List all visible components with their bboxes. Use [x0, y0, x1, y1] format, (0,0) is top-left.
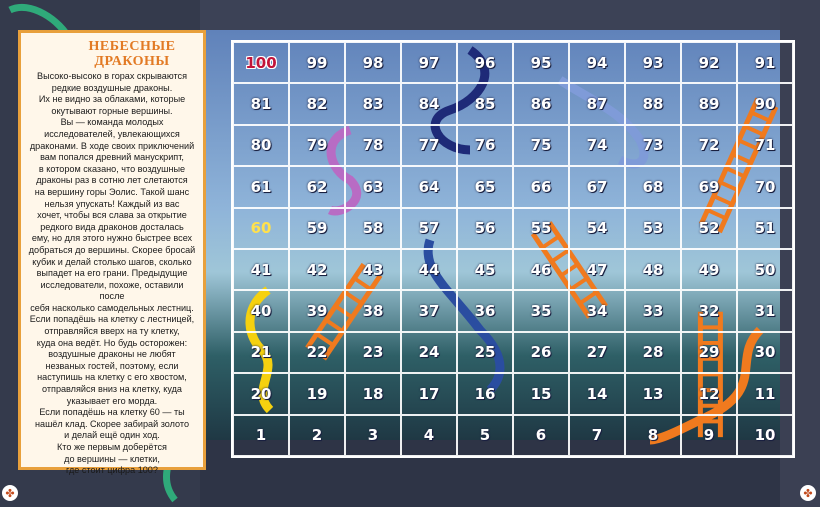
cell-number: 99 [306, 53, 328, 72]
cell-number: 67 [586, 177, 608, 196]
cell-number: 35 [530, 302, 552, 321]
board-cell-13[interactable] [625, 373, 681, 414]
board-cell-18[interactable] [345, 373, 401, 414]
board-cell-34[interactable] [569, 290, 625, 331]
board-cell-57[interactable] [401, 208, 457, 249]
board-cell-73[interactable] [625, 125, 681, 166]
board-cell-14[interactable] [569, 373, 625, 414]
board-cell-31[interactable] [737, 290, 793, 331]
cell-number: 84 [418, 95, 440, 114]
board-cell-15[interactable] [513, 373, 569, 414]
cell-number: 92 [698, 53, 720, 72]
board-cell-43[interactable] [345, 249, 401, 290]
cell-number: 12 [698, 384, 720, 403]
board-cell-11[interactable] [737, 373, 793, 414]
cell-number: 32 [698, 302, 720, 321]
game-board [231, 40, 795, 458]
cell-number: 4 [423, 426, 435, 445]
board-cell-90[interactable] [737, 83, 793, 124]
board-cell-1[interactable] [233, 415, 289, 456]
cell-number: 60 [250, 219, 272, 238]
board-cell-95[interactable] [513, 42, 569, 83]
cell-number: 64 [418, 177, 440, 196]
cell-number: 43 [362, 260, 384, 279]
title-line-1: НЕБЕСНЫЕ [88, 39, 176, 54]
cell-number: 22 [306, 343, 328, 362]
board-cell-39[interactable] [289, 290, 345, 331]
board-cell-49[interactable] [681, 249, 737, 290]
board-cell-84[interactable] [401, 83, 457, 124]
cell-number: 24 [418, 343, 440, 362]
board-cell-36[interactable] [457, 290, 513, 331]
cell-number: 44 [418, 260, 440, 279]
board-cell-67[interactable] [569, 166, 625, 207]
cell-number: 45 [474, 260, 496, 279]
panel-title [27, 39, 197, 69]
cell-number: 80 [250, 136, 272, 155]
cell-number: 26 [530, 343, 552, 362]
cell-number: 74 [586, 136, 608, 155]
board-cell-75[interactable] [513, 125, 569, 166]
board-cell-53[interactable] [625, 208, 681, 249]
board-cell-12[interactable] [681, 373, 737, 414]
board-cell-44[interactable] [401, 249, 457, 290]
cell-number: 85 [474, 95, 496, 114]
cell-number: 63 [362, 177, 384, 196]
cell-number: 41 [250, 260, 272, 279]
board-cell-35[interactable] [513, 290, 569, 331]
cell-number: 11 [754, 384, 776, 403]
cell-number: 79 [306, 136, 328, 155]
board-cell-37[interactable] [401, 290, 457, 331]
board-cell-55[interactable] [513, 208, 569, 249]
board-cell-87[interactable] [569, 83, 625, 124]
board-cell-5[interactable] [457, 415, 513, 456]
cell-number: 40 [250, 302, 272, 321]
board-cell-9[interactable] [681, 415, 737, 456]
board-cell-83[interactable] [345, 83, 401, 124]
board-cell-54[interactable] [569, 208, 625, 249]
board-cell-20[interactable] [233, 373, 289, 414]
cell-number: 38 [362, 302, 384, 321]
board-cell-92[interactable] [681, 42, 737, 83]
board-cell-65[interactable] [457, 166, 513, 207]
cell-number: 39 [306, 302, 328, 321]
cell-number: 34 [586, 302, 608, 321]
cell-number: 86 [530, 95, 552, 114]
cell-number: 73 [642, 136, 664, 155]
cell-number: 48 [642, 260, 664, 279]
board-cell-19[interactable] [289, 373, 345, 414]
cell-number: 97 [418, 53, 440, 72]
board-cell-85[interactable] [457, 83, 513, 124]
cell-number: 37 [418, 302, 440, 321]
cell-number: 19 [306, 384, 328, 403]
board-cell-47[interactable] [569, 249, 625, 290]
cell-number: 31 [754, 302, 776, 321]
board-cell-99[interactable] [289, 42, 345, 83]
cell-number: 25 [474, 343, 496, 362]
cell-number: 65 [474, 177, 496, 196]
board-cell-27[interactable] [569, 332, 625, 373]
cell-number: 57 [418, 219, 440, 238]
cell-number: 30 [754, 343, 776, 362]
cell-number: 47 [586, 260, 608, 279]
board-cell-78[interactable] [345, 125, 401, 166]
cell-number: 59 [306, 219, 328, 238]
board-cell-21[interactable] [233, 332, 289, 373]
board-cell-88[interactable] [625, 83, 681, 124]
cell-number: 42 [306, 260, 328, 279]
cell-number: 1 [255, 426, 267, 445]
cell-number: 93 [642, 53, 664, 72]
cell-number: 75 [530, 136, 552, 155]
board-cell-77[interactable] [401, 125, 457, 166]
board-cell-74[interactable] [569, 125, 625, 166]
board-cell-23[interactable] [345, 332, 401, 373]
cell-number: 61 [250, 177, 272, 196]
board-cell-33[interactable] [625, 290, 681, 331]
board-cell-58[interactable] [345, 208, 401, 249]
cell-number: 52 [698, 219, 720, 238]
cell-number: 10 [754, 426, 776, 445]
board-cell-71[interactable] [737, 125, 793, 166]
cell-number: 77 [418, 136, 440, 155]
board-cell-3[interactable] [345, 415, 401, 456]
cell-number: 2 [311, 426, 323, 445]
cell-number: 56 [474, 219, 496, 238]
cell-number: 87 [586, 95, 608, 114]
cell-number: 6 [535, 426, 547, 445]
corner-flower-icon: ✤ [2, 485, 18, 501]
board-cell-69[interactable] [681, 166, 737, 207]
board-cell-66[interactable] [513, 166, 569, 207]
board-cell-81[interactable] [233, 83, 289, 124]
board-cell-24[interactable] [401, 332, 457, 373]
board-cell-70[interactable] [737, 166, 793, 207]
rules-text: Высоко-высоко в горах скрываются редкие воздушные драконы. Их не видно за облаками, которые окутывают горные вершины. Вы — команда молодых исследователей, увлекающихся драконами. В ходе своих приключений вам попался древний манускрипт, в котором сказано, что воздушные драконы раз в сотню лет слетаются на вершину горы Эолис. Такой шанс нельзя упускать! Каждый из вас хочет, чтобы вся слава за открытие редкого вида драконов досталась ему, но для этого нужно быстрее всех добраться до вершины. Скорее бросай кубик и делай столько шагов, сколько выпадет на его грани. Предыдущие исследователи, похоже, оставили после себя насколько самодельных лестниц. Если попадёшь на клетку с лестницей, отправляйся вверх на ту клетку, куда она ведёт. Но будь осторожен: воздушные драконы не любят незваных гостей, поэтому, если наступишь на клетку с его хвостом, отправляйся вниз на клетку, куда указывает его морда. Если попадёшь на клетку 60 — ты нашёл клад. Скорее забирай золото и делай ещё один ход. Кто же первым доберётся до вершины — клетки, где стоит цифра 100? [28, 71, 196, 476]
cell-number: 95 [530, 53, 552, 72]
corner-flower-icon: ✤ [800, 485, 816, 501]
board-cell-52[interactable] [681, 208, 737, 249]
board-cell-22[interactable] [289, 332, 345, 373]
cell-number: 58 [362, 219, 384, 238]
cell-number: 68 [642, 177, 664, 196]
board-cell-2[interactable] [289, 415, 345, 456]
cell-number: 78 [362, 136, 384, 155]
board-cell-56[interactable] [457, 208, 513, 249]
board-cell-6[interactable] [513, 415, 569, 456]
board-cell-38[interactable] [345, 290, 401, 331]
cell-number: 23 [362, 343, 384, 362]
board-cell-30[interactable] [737, 332, 793, 373]
board-cell-8[interactable] [625, 415, 681, 456]
cell-number: 55 [530, 219, 552, 238]
cell-number: 88 [642, 95, 664, 114]
board-cell-61[interactable] [233, 166, 289, 207]
cell-number: 98 [362, 53, 384, 72]
board-cell-17[interactable] [401, 373, 457, 414]
cell-number: 100 [245, 53, 277, 72]
cell-number: 53 [642, 219, 664, 238]
board-cell-48[interactable] [625, 249, 681, 290]
cell-number: 70 [754, 177, 776, 196]
board-cell-60[interactable] [233, 208, 289, 249]
cell-number: 89 [698, 95, 720, 114]
cell-number: 81 [250, 95, 272, 114]
cell-number: 18 [362, 384, 384, 403]
cell-number: 62 [306, 177, 328, 196]
cell-number: 96 [474, 53, 496, 72]
board-cell-91[interactable] [737, 42, 793, 83]
cell-number: 5 [479, 426, 491, 445]
board-cell-26[interactable] [513, 332, 569, 373]
cell-number: 3 [367, 426, 379, 445]
board-cell-16[interactable] [457, 373, 513, 414]
cell-number: 66 [530, 177, 552, 196]
cell-number: 15 [530, 384, 552, 403]
board-cell-97[interactable] [401, 42, 457, 83]
board-cell-82[interactable] [289, 83, 345, 124]
cell-number: 33 [642, 302, 664, 321]
rules-panel [18, 30, 206, 476]
board-cell-41[interactable] [233, 249, 289, 290]
board-cell-100[interactable] [233, 42, 289, 83]
board-cell-79[interactable] [289, 125, 345, 166]
cell-number: 8 [647, 426, 659, 445]
cell-number: 20 [250, 384, 272, 403]
cell-number: 21 [250, 343, 272, 362]
board-cell-50[interactable] [737, 249, 793, 290]
cell-number: 14 [586, 384, 608, 403]
board-cell-89[interactable] [681, 83, 737, 124]
board-cell-98[interactable] [345, 42, 401, 83]
cell-number: 90 [754, 95, 776, 114]
cell-number: 17 [418, 384, 440, 403]
cell-number: 54 [586, 219, 608, 238]
cell-number: 36 [474, 302, 496, 321]
cell-number: 94 [586, 53, 608, 72]
board-cell-80[interactable] [233, 125, 289, 166]
cell-number: 49 [698, 260, 720, 279]
board-cell-64[interactable] [401, 166, 457, 207]
cell-number: 83 [362, 95, 384, 114]
cell-number: 13 [642, 384, 664, 403]
board-cell-32[interactable] [681, 290, 737, 331]
board-cell-59[interactable] [289, 208, 345, 249]
cell-number: 91 [754, 53, 776, 72]
cell-number: 50 [754, 260, 776, 279]
board-cell-40[interactable] [233, 290, 289, 331]
cell-number: 9 [703, 426, 715, 445]
cell-number: 28 [642, 343, 664, 362]
cell-number: 69 [698, 177, 720, 196]
board-cell-63[interactable] [345, 166, 401, 207]
board-cell-46[interactable] [513, 249, 569, 290]
cell-number: 16 [474, 384, 496, 403]
board-cell-45[interactable] [457, 249, 513, 290]
board-cell-93[interactable] [625, 42, 681, 83]
board-cell-94[interactable] [569, 42, 625, 83]
board-cell-96[interactable] [457, 42, 513, 83]
board-cell-10[interactable] [737, 415, 793, 456]
board-cell-76[interactable] [457, 125, 513, 166]
board-cell-51[interactable] [737, 208, 793, 249]
board-cell-86[interactable] [513, 83, 569, 124]
board-cell-7[interactable] [569, 415, 625, 456]
cell-number: 76 [474, 136, 496, 155]
cell-number: 72 [698, 136, 720, 155]
board-cell-4[interactable] [401, 415, 457, 456]
board-cell-25[interactable] [457, 332, 513, 373]
board-cell-42[interactable] [289, 249, 345, 290]
board-cell-62[interactable] [289, 166, 345, 207]
cell-number: 29 [698, 343, 720, 362]
cell-number: 46 [530, 260, 552, 279]
board-cell-72[interactable] [681, 125, 737, 166]
board-cell-68[interactable] [625, 166, 681, 207]
board-cell-29[interactable] [681, 332, 737, 373]
cell-number: 51 [754, 219, 776, 238]
cell-number: 7 [591, 426, 603, 445]
cell-number: 82 [306, 95, 328, 114]
cell-number: 71 [754, 136, 776, 155]
cell-number: 27 [586, 343, 608, 362]
title-line-2: ДРАКОНЫ [94, 54, 170, 69]
board-cell-28[interactable] [625, 332, 681, 373]
